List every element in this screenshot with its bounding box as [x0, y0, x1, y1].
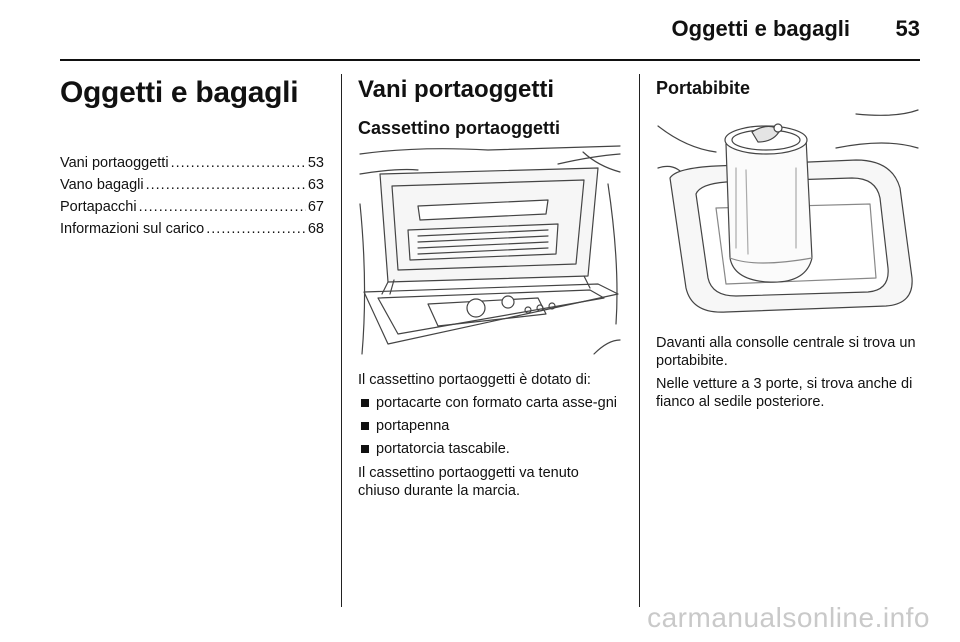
- toc-entry-page: 63: [307, 177, 324, 193]
- toc-leader-dots: [171, 152, 306, 174]
- cupholder-heading: Portabibite: [656, 78, 751, 98]
- glovebox-heading: Cassettino portaoggetti: [358, 118, 561, 138]
- cupholder-paragraph-1: Davanti alla consolle centrale si trova un portabibite.: [656, 335, 916, 369]
- toc-entry[interactable]: [60, 196, 324, 218]
- toc-entry-page: 68: [307, 221, 324, 237]
- toc-entry[interactable]: [60, 174, 324, 196]
- toc-entry[interactable]: [60, 218, 324, 240]
- column-divider-1: [341, 74, 342, 607]
- watermark-text: carmanualsonline.info: [647, 602, 930, 633]
- toc-entry-label: Vano bagagli: [60, 177, 144, 193]
- toc-entry-label: Vani portaoggetti: [60, 155, 169, 171]
- list-item: portatorcia tascabile.: [358, 440, 624, 458]
- toc-leader-dots: [206, 218, 306, 240]
- column-divider-2: [639, 74, 640, 607]
- list-item: portacarte con formato carta asse-gni: [358, 394, 624, 412]
- cupholder-illustration: [656, 108, 920, 320]
- running-header-title: Oggetti e bagagli: [671, 16, 850, 41]
- toc-entry[interactable]: [60, 152, 324, 174]
- toc-leader-dots: [139, 196, 306, 218]
- toc-entry-page: 67: [307, 199, 324, 215]
- list-item: portapenna: [358, 417, 624, 435]
- cupholder-body: [656, 334, 922, 416]
- section-title: Vani portaoggetti: [358, 76, 555, 103]
- cupholder-paragraph-2: Nelle vetture a 3 porte, si trova anche di fianco al sedile posteriore.: [656, 376, 913, 410]
- toc-leader-dots: [146, 174, 306, 196]
- chapter-title: Oggetti e bagagli: [60, 76, 299, 109]
- page-number: 53: [895, 16, 920, 41]
- toc-entry-page: 53: [307, 155, 324, 171]
- glovebox-feature-list: [358, 394, 624, 458]
- toc-entry-label: Informazioni sul carico: [60, 221, 205, 237]
- chapter-toc: [60, 152, 324, 240]
- glovebox-illustration: [358, 144, 622, 356]
- glovebox-body: [358, 371, 624, 505]
- toc-entry-label: Portapacchi: [60, 199, 137, 215]
- glovebox-intro: Il cassettino portaoggetti è dotato di:: [358, 372, 591, 388]
- header-rule: [60, 59, 920, 61]
- glovebox-note: Il cassettino portaoggetti va tenuto chiuso durante la marcia.: [358, 465, 579, 499]
